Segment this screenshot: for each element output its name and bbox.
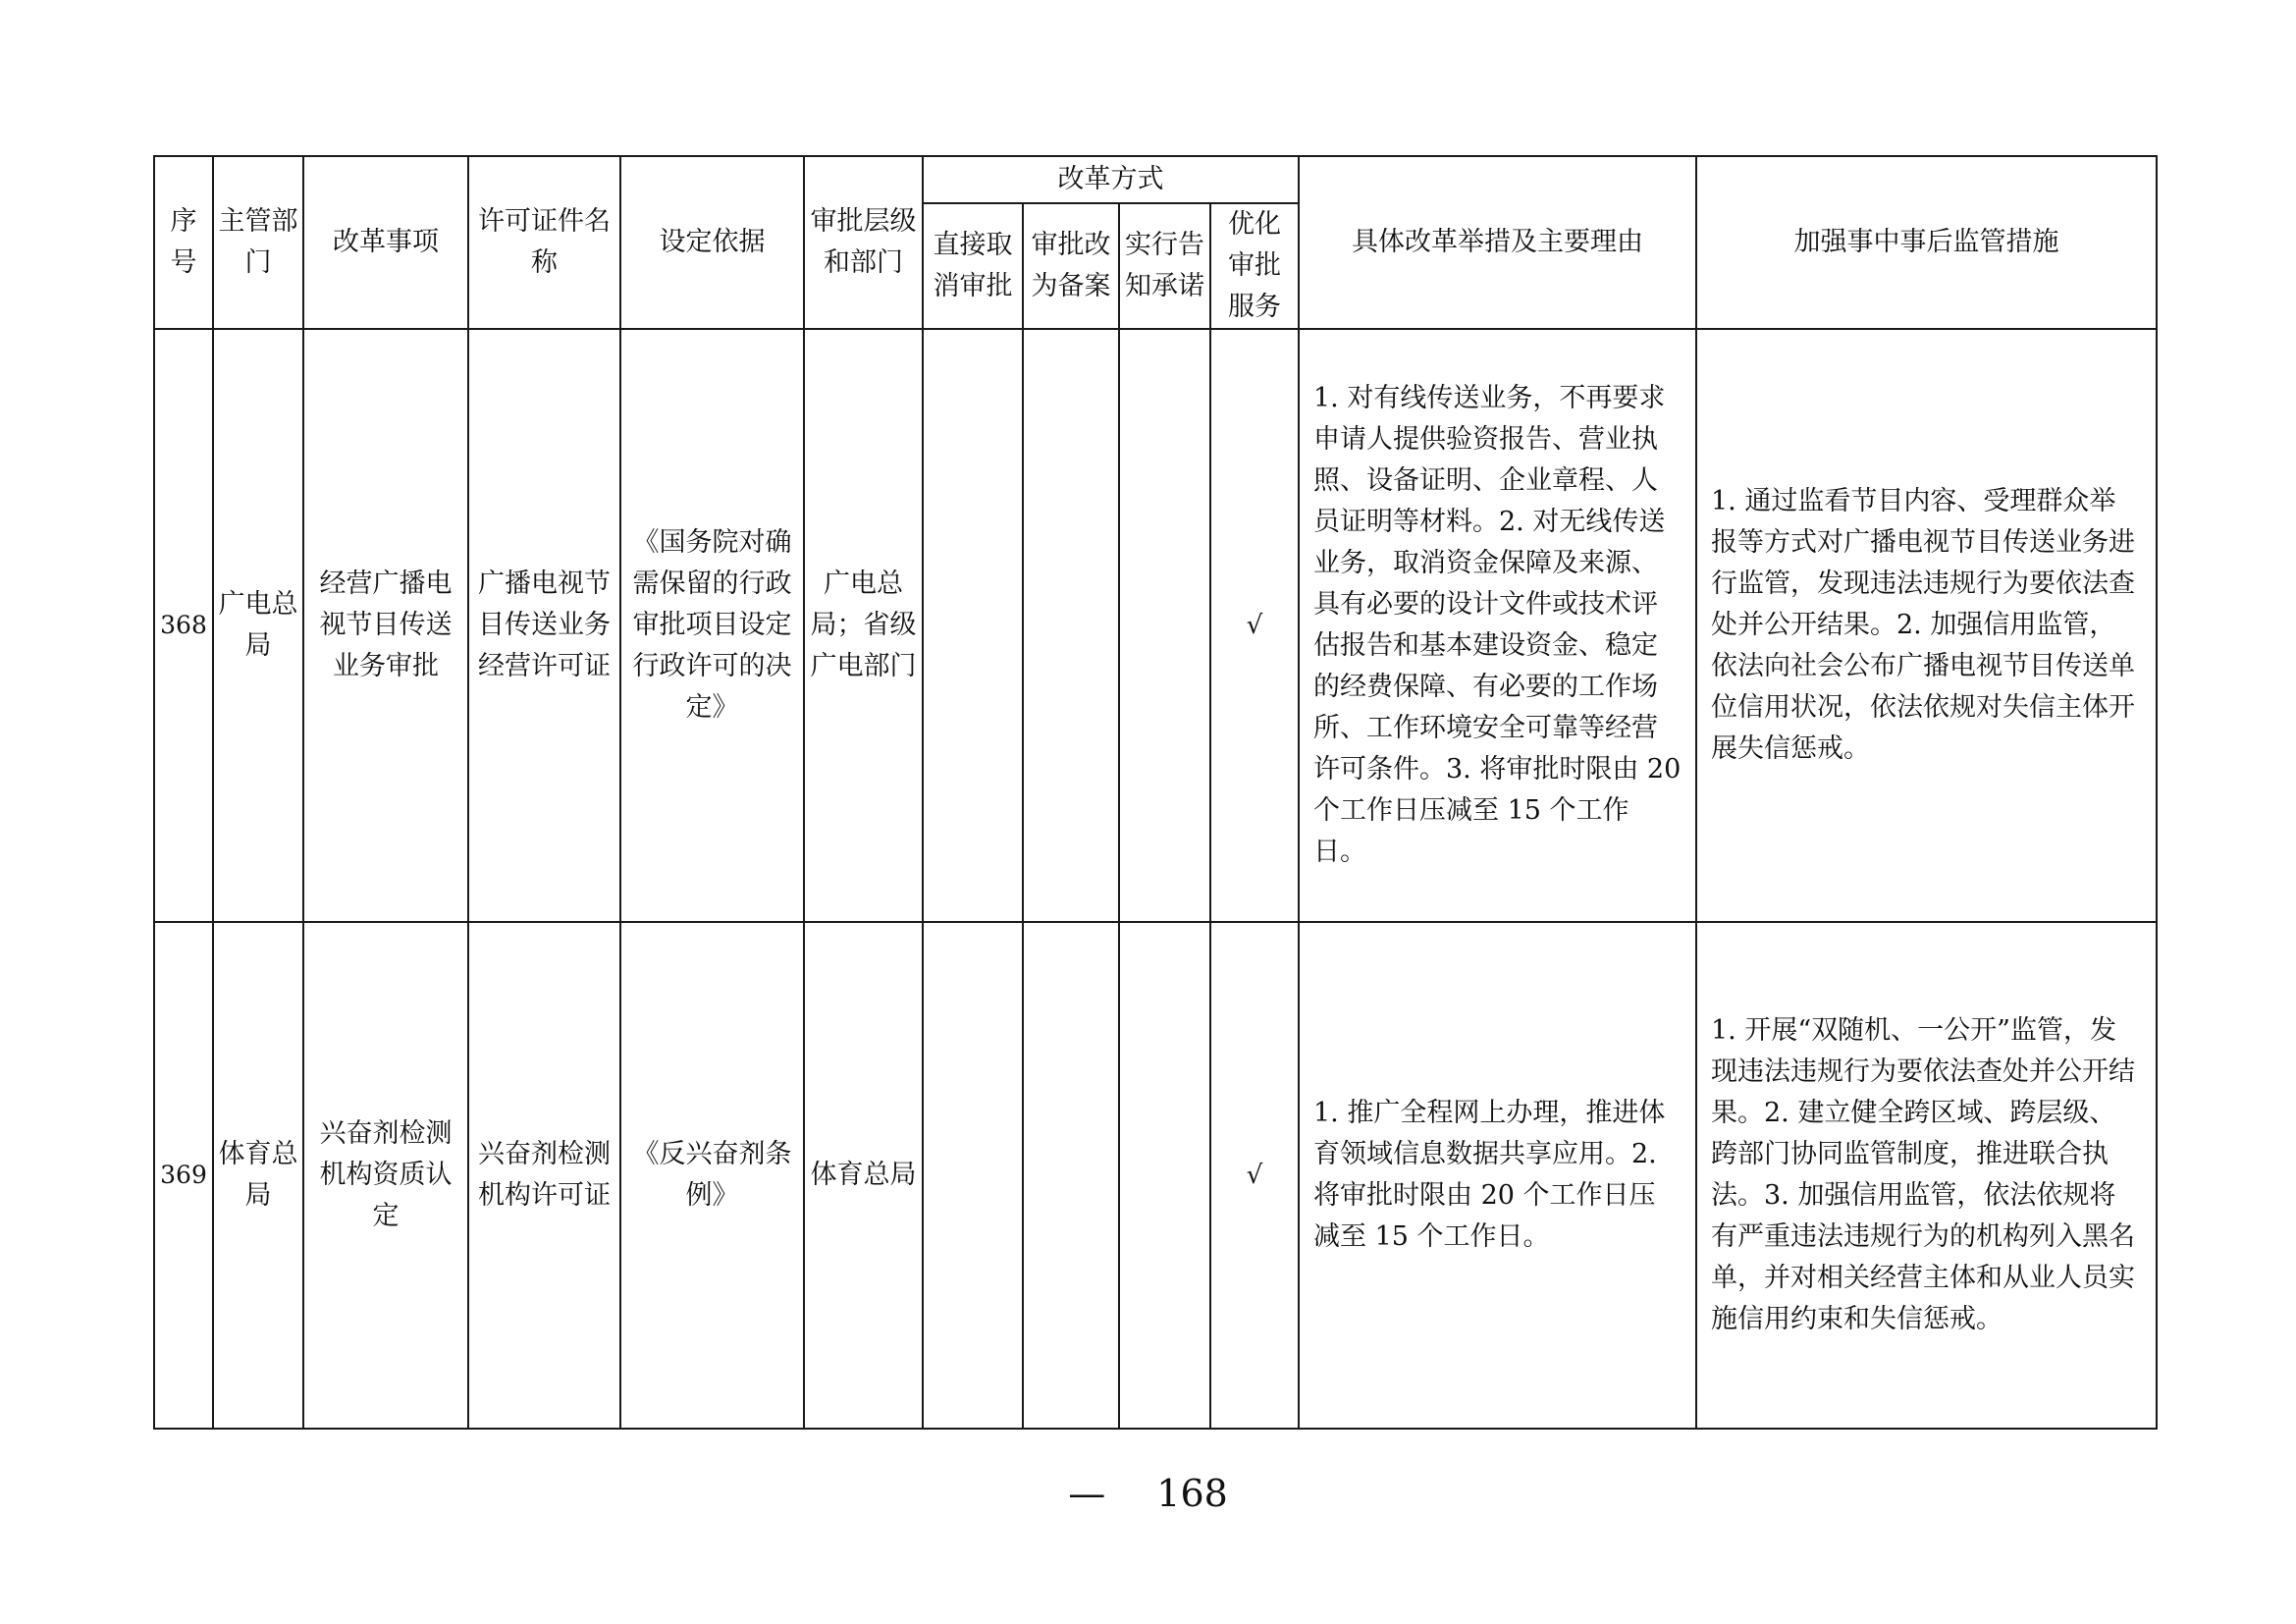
row-record: [1023, 329, 1119, 922]
reform-table: [153, 155, 2158, 1430]
row-cert: 广播电视节目传送业务经营许可证: [468, 329, 620, 922]
header-measures: 具体改革举措及主要理由: [1299, 156, 1696, 329]
row-cancel: [923, 922, 1023, 1429]
table-row: [154, 329, 2157, 922]
row-optimize-check: √: [1210, 329, 1299, 922]
row-no: 369: [154, 922, 213, 1429]
row-item: 兴奋剂检测机构资质认定: [303, 922, 468, 1429]
footer-dash: —: [1068, 1472, 1106, 1515]
row-measures: 1. 对有线传送业务，不再要求申请人提供验资报告、营业执照、设备证明、企业章程、人员证明等材料。2. 对无线传送业务，取消资金保障及来源、具有必要的设计文件或技术评估报告和基本建设资金、稳定的经费保障、有必要的工作场所、工作环境安全可靠等经营许可条件。3. 将审批时限由 20 个工作日压减至 15 个工作日。: [1299, 329, 1696, 922]
header-mode-cancel: 直接取消审批: [923, 203, 1023, 329]
table-row: [154, 922, 2157, 1429]
header-mode-notify: 实行告知承诺: [1119, 203, 1210, 329]
header-item: 改革事项: [303, 156, 468, 329]
row-optimize-check: √: [1210, 922, 1299, 1429]
row-measures: 1. 推广全程网上办理，推进体育领域信息数据共享应用。2. 将审批时限由 20 个工作日压减至 15 个工作日。: [1299, 922, 1696, 1429]
row-no: 368: [154, 329, 213, 922]
row-notify: [1119, 329, 1210, 922]
row-supervision: 1. 通过监看节目内容、受理群众举报等方式对广播电视节目传送业务进行监管，发现违法违规行为要依法查处并公开结果。2. 加强信用监管，依法向社会公布广播电视节目传送单位信用状况，依法依规对失信主体开展失信惩戒。: [1696, 329, 2157, 922]
header-mode-optimize: 优化审批服务: [1210, 203, 1299, 329]
row-notify: [1119, 922, 1210, 1429]
header-cert: 许可证件名称: [468, 156, 620, 329]
header-dept: 主管部门: [213, 156, 303, 329]
row-level: 体育总局: [804, 922, 923, 1429]
header-row-1: [154, 156, 2157, 203]
page-number: 168: [1156, 1472, 1228, 1515]
header-basis: 设定依据: [620, 156, 804, 329]
row-basis: 《国务院对确需保留的行政审批项目设定行政许可的决定》: [620, 329, 804, 922]
header-no: 序号: [154, 156, 213, 329]
row-basis: 《反兴奋剂条例》: [620, 922, 804, 1429]
header-mode-record: 审批改为备案: [1023, 203, 1119, 329]
row-dept: 体育总局: [213, 922, 303, 1429]
header-supervision: 加强事中事后监管措施: [1696, 156, 2157, 329]
page-footer: [0, 1469, 2296, 1518]
row-level: 广电总局；省级广电部门: [804, 329, 923, 922]
header-mode: 改革方式: [923, 156, 1299, 203]
row-dept: 广电总局: [213, 329, 303, 922]
row-cancel: [923, 329, 1023, 922]
row-item: 经营广播电视节目传送业务审批: [303, 329, 468, 922]
row-record: [1023, 922, 1119, 1429]
row-supervision: 1. 开展“双随机、一公开”监管，发现违法违规行为要依法查处并公开结果。2. 建立健全跨区域、跨层级、跨部门协同监管制度，推进联合执法。3. 加强信用监管，依法依规将有严重违法违规行为的机构列入黑名单，并对相关经营主体和从业人员实施信用约束和失信惩戒。: [1696, 922, 2157, 1429]
header-level: 审批层级和部门: [804, 156, 923, 329]
row-cert: 兴奋剂检测机构许可证: [468, 922, 620, 1429]
